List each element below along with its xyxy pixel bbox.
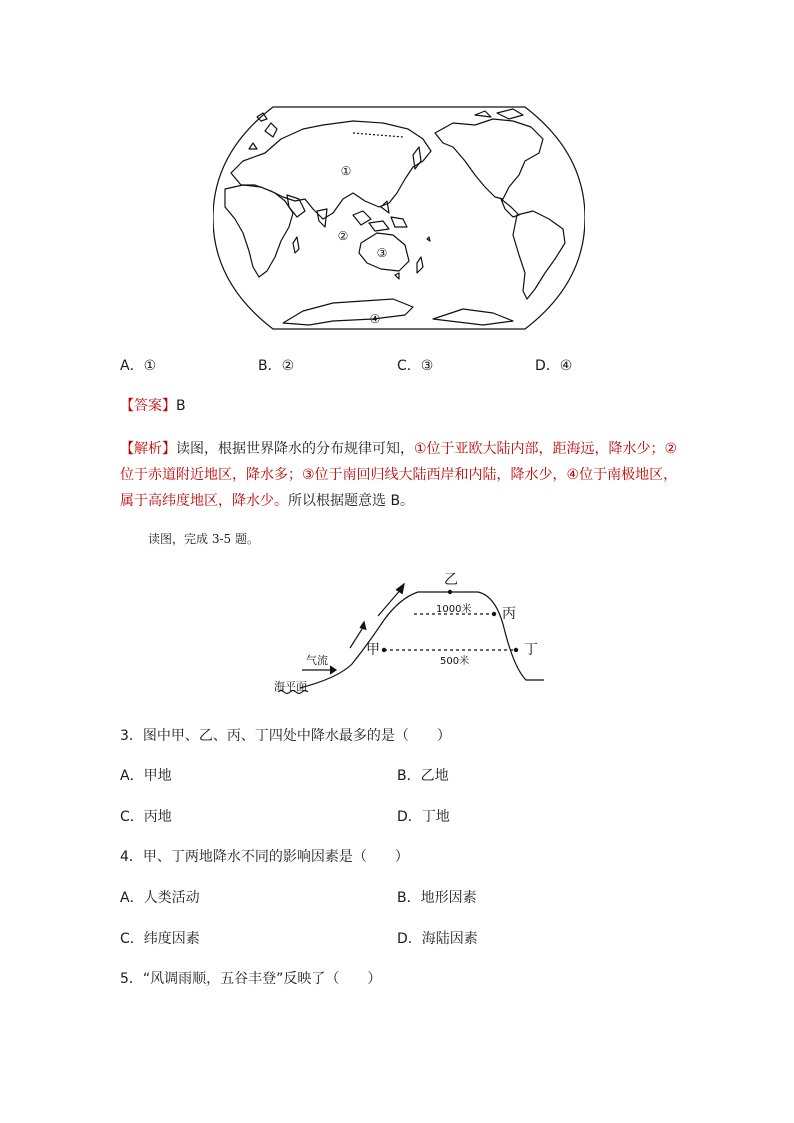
question-5-stem: 5．“风调雨顺，五谷丰登”反映了（ ） <box>120 971 382 987</box>
point-jia <box>382 648 386 652</box>
answer-value: B <box>176 398 186 414</box>
mountain-diagram <box>268 568 558 698</box>
antarctica-outline <box>283 299 413 325</box>
world-map <box>213 103 585 333</box>
map-marker-3: ③ <box>376 246 388 260</box>
q3-option-b: B．乙地 <box>397 768 449 784</box>
q3-option-a: A．甲地 <box>120 768 172 784</box>
map-marker-1: ① <box>340 164 352 178</box>
q4-option-d: D．海陆因素 <box>397 931 478 947</box>
africa-outline <box>225 185 293 277</box>
analysis-block: 【解析】读图，根据世界降水的分布规律可知，①位于亚欧大陆内部，距海远，降水少；② 位于赤道附近地区，降水多；③位于南回归线大陆西岸和内陆，降水少，④位于南极地区， 属于高纬度地区，降水少。所以根据题意选 B。 <box>120 441 678 509</box>
option-b: B．② <box>258 358 295 374</box>
question-3-stem: 3．图中甲、乙、丙、丁四处中降水最多的是（ ） <box>120 728 451 744</box>
airflow-arrow-2 <box>350 626 364 648</box>
label-ding: 丁 <box>524 642 538 658</box>
map-marker-2: ② <box>337 229 349 243</box>
question-4-stem: 4．甲、丁两地降水不同的影响因素是（ ） <box>120 849 409 865</box>
north-america-outline <box>435 119 543 199</box>
q3-option-d: D．丁地 <box>397 809 450 825</box>
south-america-outline <box>513 211 565 299</box>
analysis-tag: 【解析】 <box>120 441 176 457</box>
answer-line <box>120 396 186 416</box>
point-yi <box>448 590 452 594</box>
q4-option-c: C．纬度因素 <box>120 931 200 947</box>
label-airflow: 气流 <box>306 654 328 667</box>
point-ding <box>514 648 518 652</box>
label-yi: 乙 <box>444 572 458 588</box>
instruction-text: 读图，完成 3-5 题。 <box>148 532 259 546</box>
q4-option-b: B．地形因素 <box>397 890 477 906</box>
label-jia: 甲 <box>366 642 380 658</box>
label-bing: 丙 <box>502 606 516 622</box>
eurasia-outline <box>231 121 431 219</box>
label-1000m: 1000米 <box>436 604 472 615</box>
answer-tag: 【答案】 <box>120 398 176 414</box>
option-a: A．① <box>120 358 157 374</box>
map-marker-4: ④ <box>369 312 381 326</box>
option-d: D．④ <box>535 358 573 374</box>
q4-option-a: A．人类活动 <box>120 890 200 906</box>
option-c: C．③ <box>397 358 434 374</box>
point-bing <box>492 612 496 616</box>
q3-option-c: C．丙地 <box>120 809 172 825</box>
label-sealevel: 海平面 <box>274 680 307 693</box>
label-500m: 500米 <box>440 656 470 667</box>
